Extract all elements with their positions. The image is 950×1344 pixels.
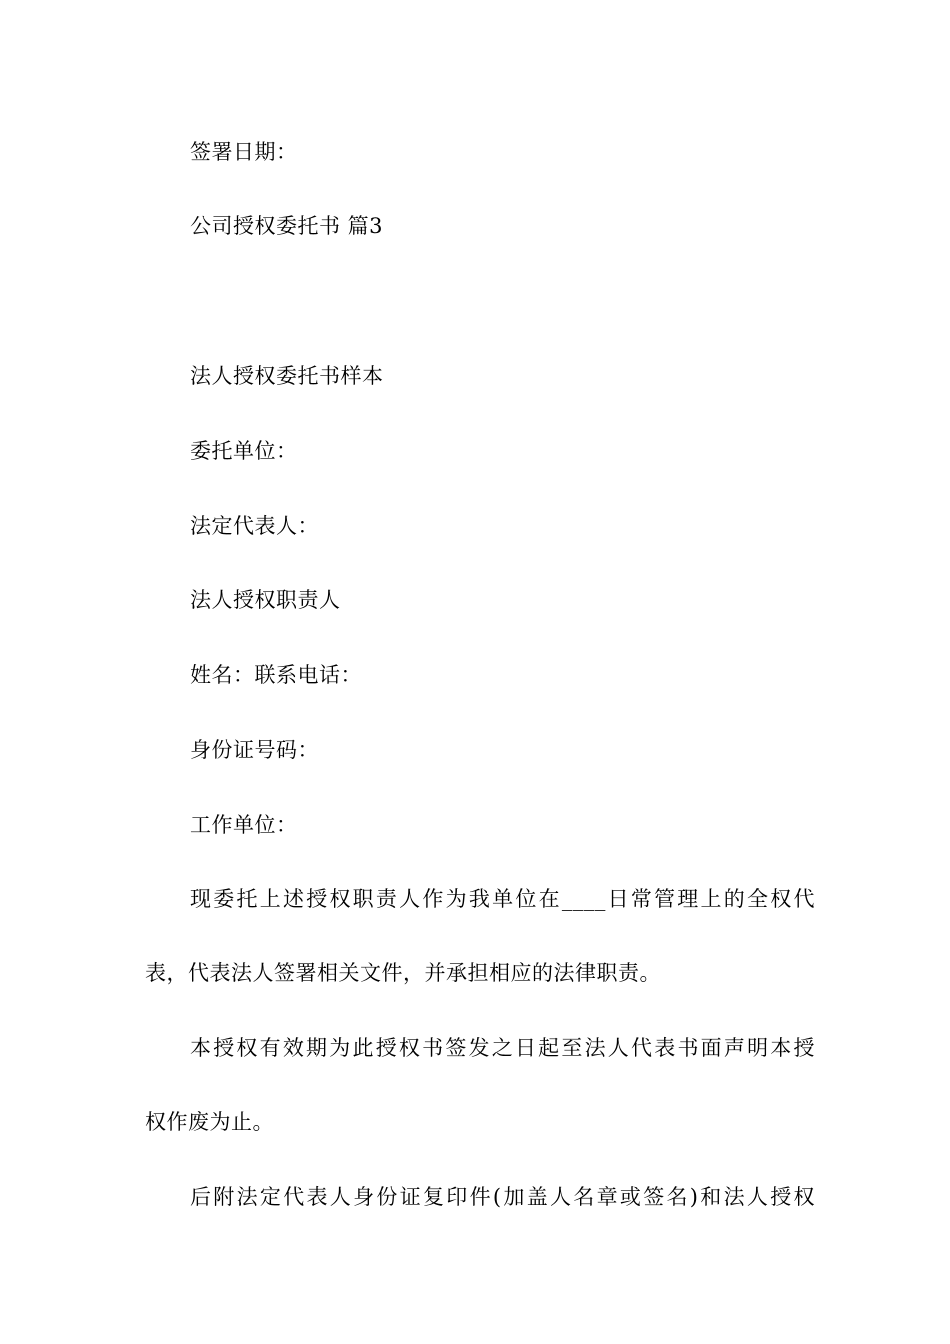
signing-date-label: 签署日期：	[190, 140, 298, 164]
paragraph-line: 权作废为止。	[145, 1110, 274, 1134]
document-title: 法人授权委托书样本	[190, 364, 384, 388]
paragraph-line: 本授权有效期为此授权书签发之日起至法人代表书面声明本授	[190, 1036, 815, 1060]
name-phone-label: 姓名：联系电话：	[190, 663, 362, 687]
section-heading: 公司授权委托书 篇3	[190, 214, 384, 238]
work-unit-label: 工作单位：	[190, 813, 298, 837]
legal-representative-label: 法定代表人：	[190, 514, 319, 538]
authorized-person-heading: 法人授权职责人	[190, 588, 341, 612]
paragraph-line: 后附法定代表人身份证复印件(加盖人名章或签名)和法人授权	[190, 1185, 815, 1209]
entrusting-unit-label: 委托单位：	[190, 439, 298, 463]
paragraph-line: 表，代表法人签署相关文件，并承担相应的法律职责。	[145, 961, 661, 985]
paragraph-line: 现委托上述授权职责人作为我单位在____日常管理上的全权代	[190, 887, 815, 911]
id-number-label: 身份证号码：	[190, 738, 319, 762]
